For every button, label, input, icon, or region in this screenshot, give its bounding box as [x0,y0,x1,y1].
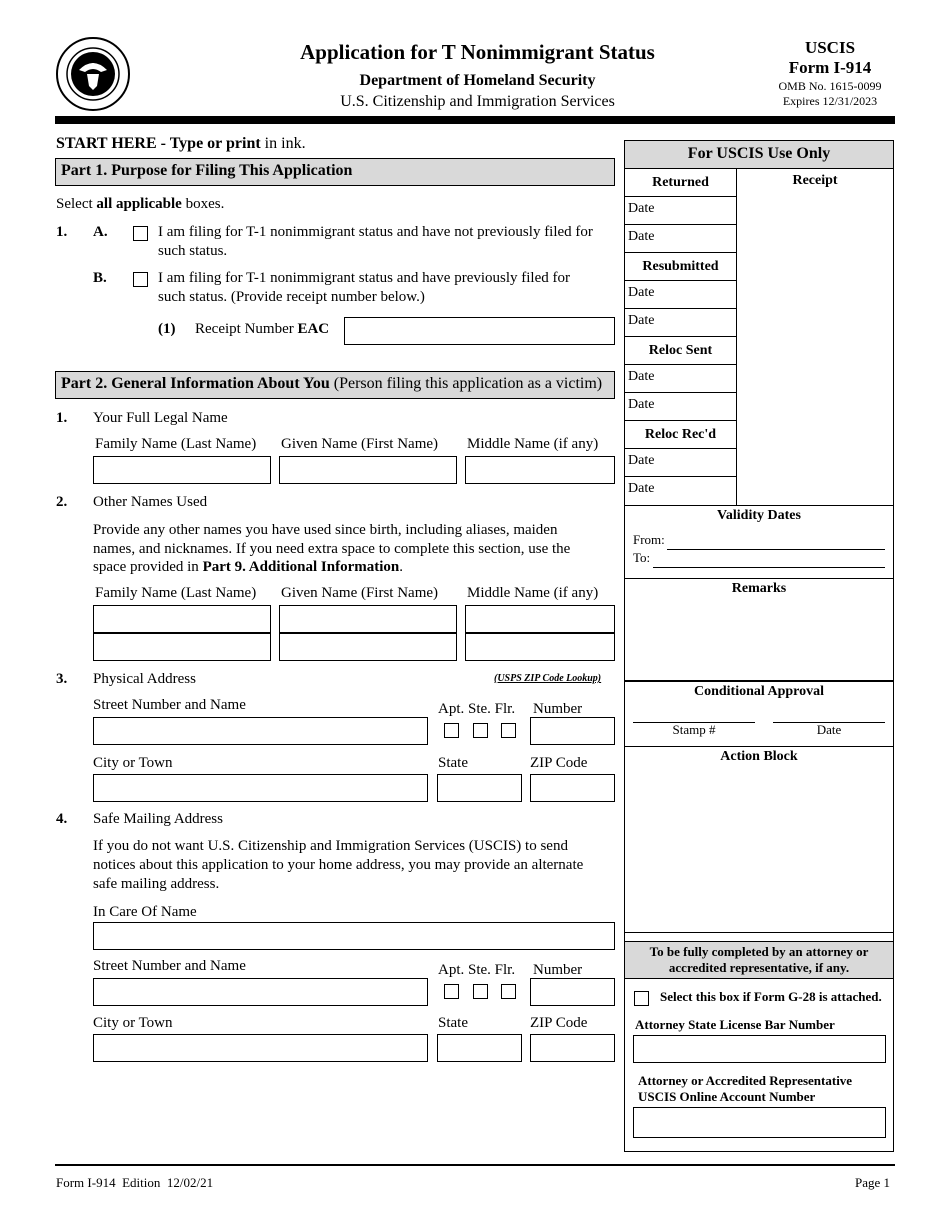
mailing-apt-label: Apt. Ste. Flr. [438,962,516,978]
option-b-line2: such status. (Provide receipt number below.) [158,289,425,305]
page-number: Page 1 [854,1175,890,1190]
returned-header: Returned [625,169,736,197]
tracking-column [625,169,737,505]
other-given-input-2[interactable] [279,633,457,661]
physical-state-label: State [438,755,468,771]
instruction-bold: all applicable [96,196,182,212]
care-of-input[interactable] [93,922,615,950]
q2-text3-bold: Part 9. Additional Information [202,559,400,575]
other-family-input-2[interactable] [93,633,271,661]
q4-text-line2: notices about this application to your home address, you may provide an alternate [93,857,584,873]
other-family-input-1[interactable] [93,605,271,633]
attorney-section [625,941,893,1151]
physical-state-select[interactable] [437,774,522,802]
physical-apt-checkbox[interactable] [444,723,459,738]
conditional-title: Conditional Approval [693,684,825,699]
q4-number: 4. [56,811,68,827]
omb-number: OMB No. 1615-0099 [778,79,882,93]
attorney-title-line1: To be fully completed by an attorney or [649,944,869,959]
q1-number: 1. [56,410,68,426]
footer-rule [55,1164,895,1166]
part2-header [55,371,615,399]
returned-date-1: Date [625,197,736,225]
mailing-number-label: Number [533,962,583,978]
start-here-bold: START HERE - Type or print [56,135,261,152]
other-middle-label: Middle Name (if any) [467,585,599,601]
option-b-line1: I am filing for T-1 nonimmigrant status and have previously filed for [158,270,571,286]
resubmitted-date-1: Date [625,281,736,309]
mailing-number-input[interactable] [530,978,615,1006]
mailing-street-label: Street Number and Name [93,958,246,974]
mailing-city-input[interactable] [93,1034,428,1062]
validity-from-line[interactable] [667,549,885,550]
physical-street-input[interactable] [93,717,428,745]
validity-to-label: To: [633,550,651,565]
physical-ste-checkbox[interactable] [473,723,488,738]
bar-number-label: Attorney State License Bar Number [635,1017,835,1032]
q1-label: Your Full Legal Name [93,410,228,426]
q2-text3-pre: space provided in [93,559,199,575]
q2-text-line1: Provide any other names you have used since birth, including aliases, maiden [93,522,558,538]
mailing-flr-checkbox[interactable] [501,984,516,999]
start-here [56,135,306,153]
q2-label: Other Names Used [93,494,208,510]
physical-zip-input[interactable] [530,774,615,802]
receipt-number-input[interactable] [344,317,615,345]
uscis-use-panel [624,140,894,1152]
department-name: Department of Homeland Security [359,72,596,89]
q2-text-line3 [93,559,403,576]
other-middle-input-2[interactable] [465,633,615,661]
resubmitted-date-2: Date [625,309,736,337]
reloc-sent-date-1: Date [625,365,736,393]
given-name-input[interactable] [279,456,457,484]
physical-city-input[interactable] [93,774,428,802]
physical-number-label: Number [533,701,583,717]
other-middle-input-1[interactable] [465,605,615,633]
option-b-letter: B. [93,270,107,286]
mailing-state-label: State [438,1015,468,1031]
remarks-title: Remarks [731,581,787,596]
receipt-prefix: EAC [297,321,330,337]
part2-title-bold: Part 2. General Information About You [61,375,330,392]
instruction-pre: Select [56,196,93,212]
physical-flr-checkbox[interactable] [501,723,516,738]
footer-form-info [56,1175,213,1191]
middle-name-input[interactable] [465,456,615,484]
g28-label: Select this box if Form G-28 is attached. [660,989,882,1004]
attorney-title [625,942,893,979]
mailing-street-input[interactable] [93,978,428,1006]
receipt-label [195,321,329,338]
conditional-section [625,681,893,747]
mailing-zip-label: ZIP Code [530,1015,588,1031]
physical-zip-label: ZIP Code [530,755,588,771]
q4-label: Safe Mailing Address [93,811,223,827]
remarks-section [625,579,893,681]
option-b-checkbox[interactable] [133,272,148,287]
q4-text-line1: If you do not want U.S. Citizenship and Immigration Services (USCIS) to send [93,838,568,854]
q2-text-line2: names, and nicknames. If you need extra space to complete this section, use the [93,541,571,557]
reloc-sent-header: Reloc Sent [625,337,736,365]
given-name-label: Given Name (First Name) [281,436,439,452]
receipt-label-text: Receipt Number [195,321,294,337]
action-block-section [625,747,893,933]
cond-date-label: Date [816,722,842,737]
form-id: Form I-914 [788,58,872,77]
other-given-input-1[interactable] [279,605,457,633]
mailing-ste-checkbox[interactable] [473,984,488,999]
zip-lookup-link[interactable]: (USPS ZIP Code Lookup) [494,673,602,684]
middle-name-label: Middle Name (if any) [467,436,599,452]
mailing-city-label: City or Town [93,1015,173,1031]
validity-from-label: From: [633,532,665,547]
part2-title-rest: (Person filing this application as a victim) [333,375,603,392]
online-account-input[interactable] [633,1107,886,1138]
care-of-label: In Care Of Name [93,904,197,920]
online-label-line2: USCIS Online Account Number [638,1089,816,1104]
expiration: Expires 12/31/2023 [782,94,878,108]
physical-number-input[interactable] [530,717,615,745]
option-a-line2: such status. [158,243,228,259]
form-title: Application for T Nonimmigrant Status [300,40,655,64]
bar-number-input[interactable] [633,1035,886,1063]
q2-number: 2. [56,494,68,510]
agency-name: U.S. Citizenship and Immigration Services [340,93,615,110]
validity-to-line[interactable] [653,567,885,568]
stamp-label: Stamp # [672,722,716,737]
online-label-line1: Attorney or Accredited Representative [638,1073,853,1088]
attorney-title-line2: accredited representative, if any. [668,960,850,975]
q3-number: 3. [56,671,68,687]
receipt-subitem: (1) [158,321,176,337]
agency-short: USCIS [804,38,856,57]
reloc-recd-date-2: Date [628,481,655,496]
resubmitted-header: Resubmitted [625,253,736,281]
start-here-rest: in ink. [264,135,306,152]
reloc-recd-header: Reloc Rec'd [625,421,736,449]
part1-header: Part 1. Purpose for Filing This Application [55,158,615,186]
header-rule [55,116,895,124]
part1-instruction [56,196,224,213]
receipt-header: Receipt [792,173,838,188]
validity-title: Validity Dates [717,508,801,523]
action-block-title: Action Block [720,749,798,764]
option-a-line1: I am filing for T-1 nonimmigrant status and have not previously filed for [158,224,593,240]
footer-edition-label: Edition [122,1175,161,1190]
validity-section [625,505,893,579]
physical-apt-label: Apt. Ste. Flr. [438,701,516,717]
mailing-zip-input[interactable] [530,1034,615,1062]
option-a-checkbox[interactable] [133,226,148,241]
q3-label: Physical Address [93,671,196,687]
q4-text-line3: safe mailing address. [93,876,220,892]
footer-edition-date: 12/02/21 [166,1175,214,1190]
other-family-label: Family Name (Last Name) [95,585,257,601]
online-account-label [638,1073,852,1105]
q2-text3-post: . [399,559,403,575]
physical-street-label: Street Number and Name [93,697,246,713]
instruction-post: boxes. [185,196,225,212]
mailing-apt-checkbox[interactable] [444,984,459,999]
option-a-letter: A. [93,224,108,240]
other-given-label: Given Name (First Name) [281,585,439,601]
reloc-sent-date-2: Date [625,393,736,421]
g28-checkbox[interactable] [634,991,649,1006]
uscis-use-title: For USCIS Use Only [625,141,893,169]
part1-item-number: 1. [56,224,68,240]
footer-form: Form I-914 [56,1175,116,1190]
family-name-label: Family Name (Last Name) [95,436,257,452]
returned-date-2: Date [625,225,736,253]
dhs-seal [55,36,131,112]
physical-city-label: City or Town [93,755,173,771]
mailing-state-select[interactable] [437,1034,522,1062]
reloc-recd-date-1: Date [625,449,736,477]
family-name-input[interactable] [93,456,271,484]
